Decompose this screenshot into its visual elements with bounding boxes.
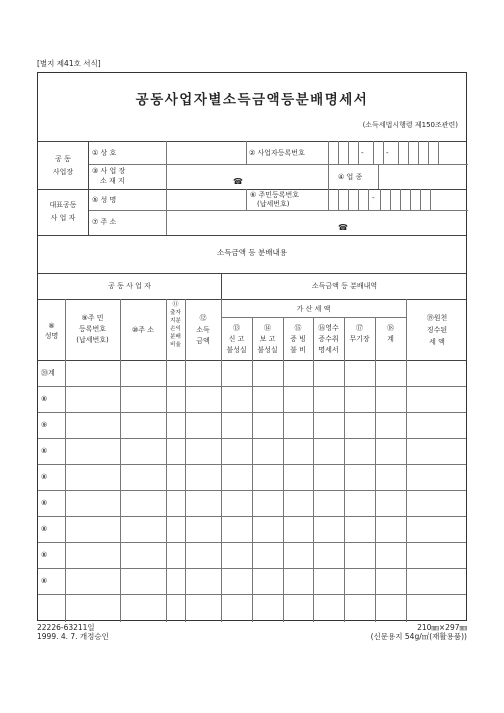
footer-code: 22226-63211일 (37, 623, 95, 632)
phone-icon: ☎ (233, 177, 243, 186)
col-ratio-6: 비율 (170, 342, 181, 348)
col-tax-15-2: 증 빙 (290, 335, 306, 343)
col-address: ⑩주 소 (131, 326, 155, 334)
reg-no-label: ② 사업자등록번호 (249, 149, 305, 157)
row-marker: ⑧ (41, 499, 48, 507)
row-marker: ⑨ (41, 421, 48, 429)
section-title: 소득금액 등 분배내용 (217, 248, 287, 257)
rep-resident-label-1: ⑥ 주민등록번호 (250, 191, 300, 199)
form-number: [별지 제41호 서식] (37, 59, 101, 68)
partners-subheader: 공 동 사 업 자 (108, 282, 151, 290)
col-name-1: ⑧ (48, 322, 55, 330)
col-tax-13-1: ⑬ (233, 324, 240, 332)
col-ratio-5: 분배 (170, 334, 181, 340)
distribution-subheader: 소득금액 등 분배내역 (311, 282, 378, 290)
row-marker: ⑧ (41, 395, 48, 403)
col-tax-18-1: ⑱ (387, 324, 394, 332)
rep-resident-dash: - (372, 194, 375, 202)
col-name-2: 성명 (44, 332, 59, 340)
rep-name-label: ⑤ 성 명 (92, 196, 117, 204)
col-tax-14-3: 불성실 (257, 346, 278, 354)
col-resident-3: (납세번호) (76, 336, 109, 344)
col-withheld-2: 징수된 (426, 326, 448, 334)
row-marker: ⑧ (41, 473, 48, 481)
col-tax-15-3: 불 비 (290, 346, 306, 354)
form-title: 공동사업자별소득금액등분배명세서 (135, 92, 369, 108)
legal-basis: (소득세법시행령 제150조관련) (362, 121, 458, 129)
col-resident-1: ⑨주 민 (81, 314, 104, 322)
col-tax-16-3: 명세서 (318, 346, 339, 354)
industry-label: ④ 업 종 (338, 173, 363, 181)
col-tax-15-1: ⑮ (294, 324, 302, 332)
footer-approval: 1999. 4. 7. 개정승인 (37, 632, 109, 641)
row-marker: ⑧ (41, 447, 48, 455)
footer-paper: (신문용지 54g/㎡(재활용품)) (370, 632, 467, 641)
col-withheld-3: 세 액 (429, 338, 445, 346)
row-marker: ⑧ (41, 577, 48, 585)
col-withheld-1: ⑲원천 (426, 314, 448, 322)
col-ratio-3: 지분 (170, 318, 181, 324)
col-tax-13-3: 불성실 (226, 346, 247, 354)
location-label-1: ③ 사 업 장 (92, 167, 126, 175)
row-total-label: ⑳계 (41, 369, 55, 377)
col-ratio-4: 손익 (170, 326, 181, 332)
rep-label-2: 사 업 자 (50, 214, 76, 222)
col-additional-tax: 가 산 세 액 (296, 305, 331, 313)
col-income-2: 소득 (196, 326, 210, 334)
joint-business-label-2: 사업장 (52, 168, 74, 176)
row-marker: ⑧ (41, 525, 48, 533)
row-marker: ⑧ (41, 551, 48, 559)
reg-no-dash-2: - (386, 149, 389, 157)
col-tax-18-2: 계 (387, 335, 394, 343)
col-tax-14-2: 보 고 (259, 335, 276, 343)
distribution-statement-form (37, 72, 467, 621)
col-tax-13-2: 신 고 (228, 335, 245, 343)
footer-size: 210㎜×297㎜ (417, 623, 467, 632)
location-label-2: 소 재 지 (100, 177, 125, 185)
col-income-3: 금액 (196, 337, 210, 345)
col-ratio-2: 출자 (170, 310, 181, 316)
phone-icon: ☎ (338, 223, 348, 232)
col-tax-17-1: ⑰ (356, 324, 363, 332)
rep-label-1: 대표공동 (49, 201, 77, 209)
col-resident-2: 등록번호 (78, 325, 107, 333)
col-tax-16-2: 증수취 (318, 335, 339, 343)
col-tax-17-2: 무기장 (349, 335, 370, 343)
col-tax-16-1: ⑯영수 (318, 324, 339, 332)
rep-resident-label-2: (납세번호) (257, 200, 290, 208)
col-ratio-1: ⑪ (172, 301, 179, 308)
joint-business-label-1: 공 동 (55, 155, 71, 163)
col-tax-14-1: ⑭ (264, 324, 271, 332)
reg-no-dash-1: - (361, 149, 364, 157)
trade-name-label: ① 상 호 (92, 149, 117, 157)
rep-address-label: ⑦ 주 소 (92, 218, 117, 226)
col-income-1: ⑫ (199, 314, 207, 322)
